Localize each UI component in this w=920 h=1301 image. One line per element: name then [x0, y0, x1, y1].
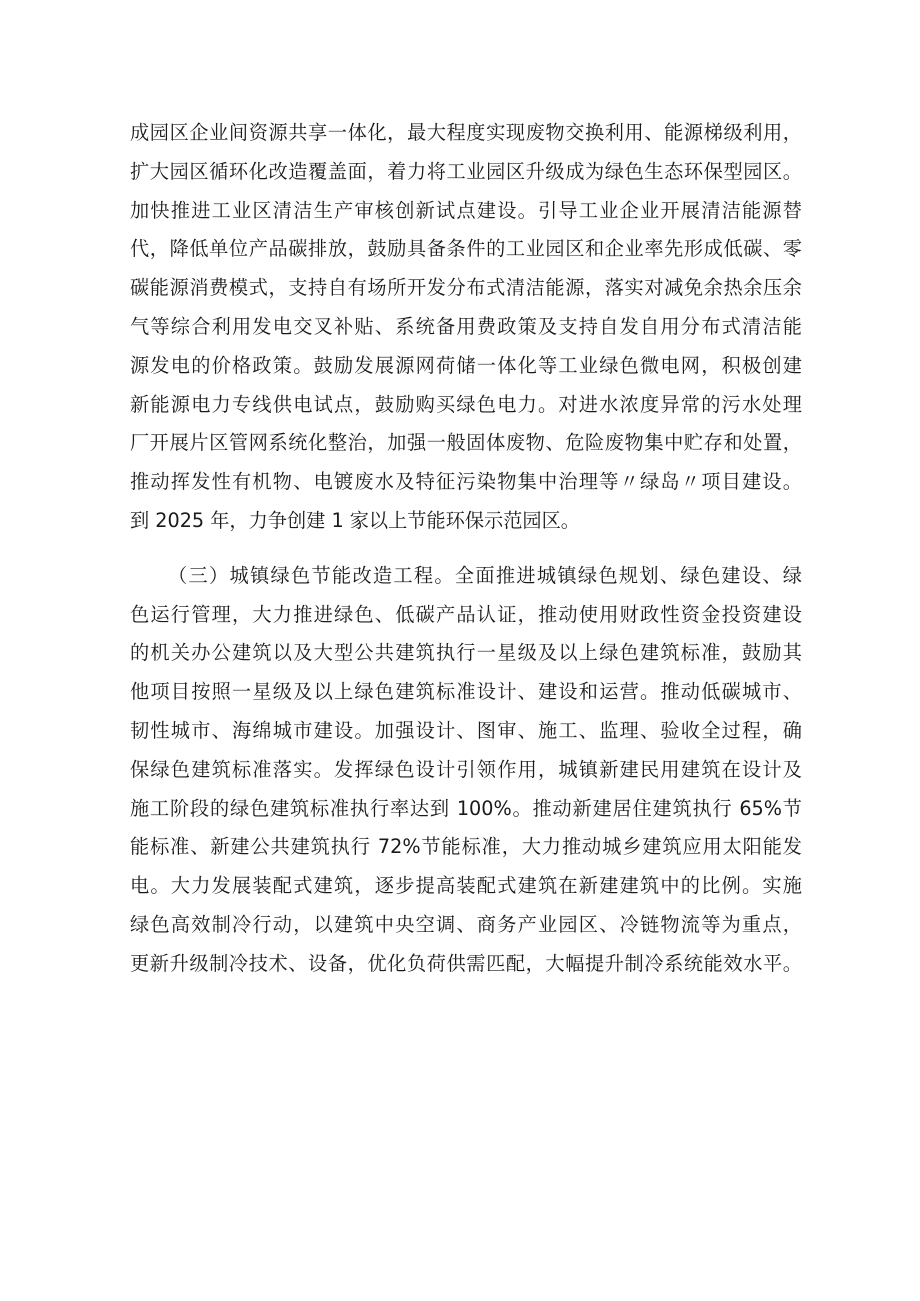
- text-line: 推动挥发性有机物、电镀废水及特征污染物集中治理等〃绿岛〃项目建设。: [130, 470, 802, 494]
- text-line: 色运行管理，大力推进绿色、低碳产品认证，推动使用财政性资金投资建设: [130, 602, 802, 626]
- text-line: 成园区企业间资源共享一体化，最大程度实现废物交换利用、能源梯级利用，: [130, 121, 802, 144]
- text-line: （三）城镇绿色节能改造工程。全面推进城镇绿色规划、绿色建设、绿: [168, 563, 802, 587]
- text-line: 电。大力发展装配式建筑，逐步提高装配式建筑在新建建筑中的比例。实施: [130, 874, 802, 898]
- text-line: 新能源电力专线供电试点，鼓励购买绿色电力。对进水浓度异常的污水处理: [130, 392, 802, 416]
- text-line: 更新升级制冷技术、设备，优化负荷供需匹配，大幅提升制冷系统能效水平。: [130, 951, 802, 975]
- document-body: [130, 114, 802, 984]
- text-line: 加快推进工业区清洁生产审核创新试点建设。引导工业企业开展清洁能源替: [130, 198, 802, 222]
- text-line: 施工阶段的绿色建筑标准执行率达到 100%。推动新建居住建筑执行 65%节: [130, 796, 802, 820]
- text-line: 扩大园区循环化改造覆盖面，着力将工业园区升级成为绿色生态环保型园区。: [130, 159, 802, 183]
- paragraph-industrial-parks: [130, 114, 802, 541]
- text-line: 绿色高效制冷行动，以建筑中央空调、商务产业园区、冷链物流等为重点，: [130, 912, 802, 936]
- text-line: 代，降低单位产品碳排放，鼓励具备条件的工业园区和企业率先形成低碳、零: [130, 237, 802, 261]
- text-line: 碳能源消费模式，支持自有场所开发分布式清洁能源，落实对减免余热余压余: [130, 276, 802, 300]
- text-line: 源发电的价格政策。鼓励发展源网荷储一体化等工业绿色微电网，积极创建: [130, 353, 802, 377]
- text-line: 到 2025 年，力争创建 1 家以上节能环保示范园区。: [130, 508, 580, 532]
- text-line: 能标准、新建公共建筑执行 72%节能标准，大力推动城乡建筑应用太阳能发: [130, 835, 802, 859]
- text-line: 的机关办公建筑以及大型公共建筑执行一星级及以上绿色建筑标准，鼓励其: [130, 641, 802, 665]
- text-line: 保绿色建筑标准落实。发挥绿色设计引领作用，城镇新建民用建筑在设计及: [130, 757, 802, 781]
- text-line: 厂开展片区管网系统化整治，加强一般固体废物、危险废物集中贮存和处置，: [130, 431, 802, 455]
- text-line: 韧性城市、海绵城市建设。加强设计、图审、施工、监理、验收全过程，确: [130, 718, 802, 742]
- text-line: 他项目按照一星级及以上绿色建筑标准设计、建设和运营。推动低碳城市、: [130, 680, 802, 704]
- paragraph-spacer: [130, 541, 802, 557]
- paragraph-urban-green-buildings: [130, 557, 802, 984]
- text-line: 气等综合利用发电交叉补贴、系统备用费政策及支持自发自用分布式清洁能: [130, 314, 802, 338]
